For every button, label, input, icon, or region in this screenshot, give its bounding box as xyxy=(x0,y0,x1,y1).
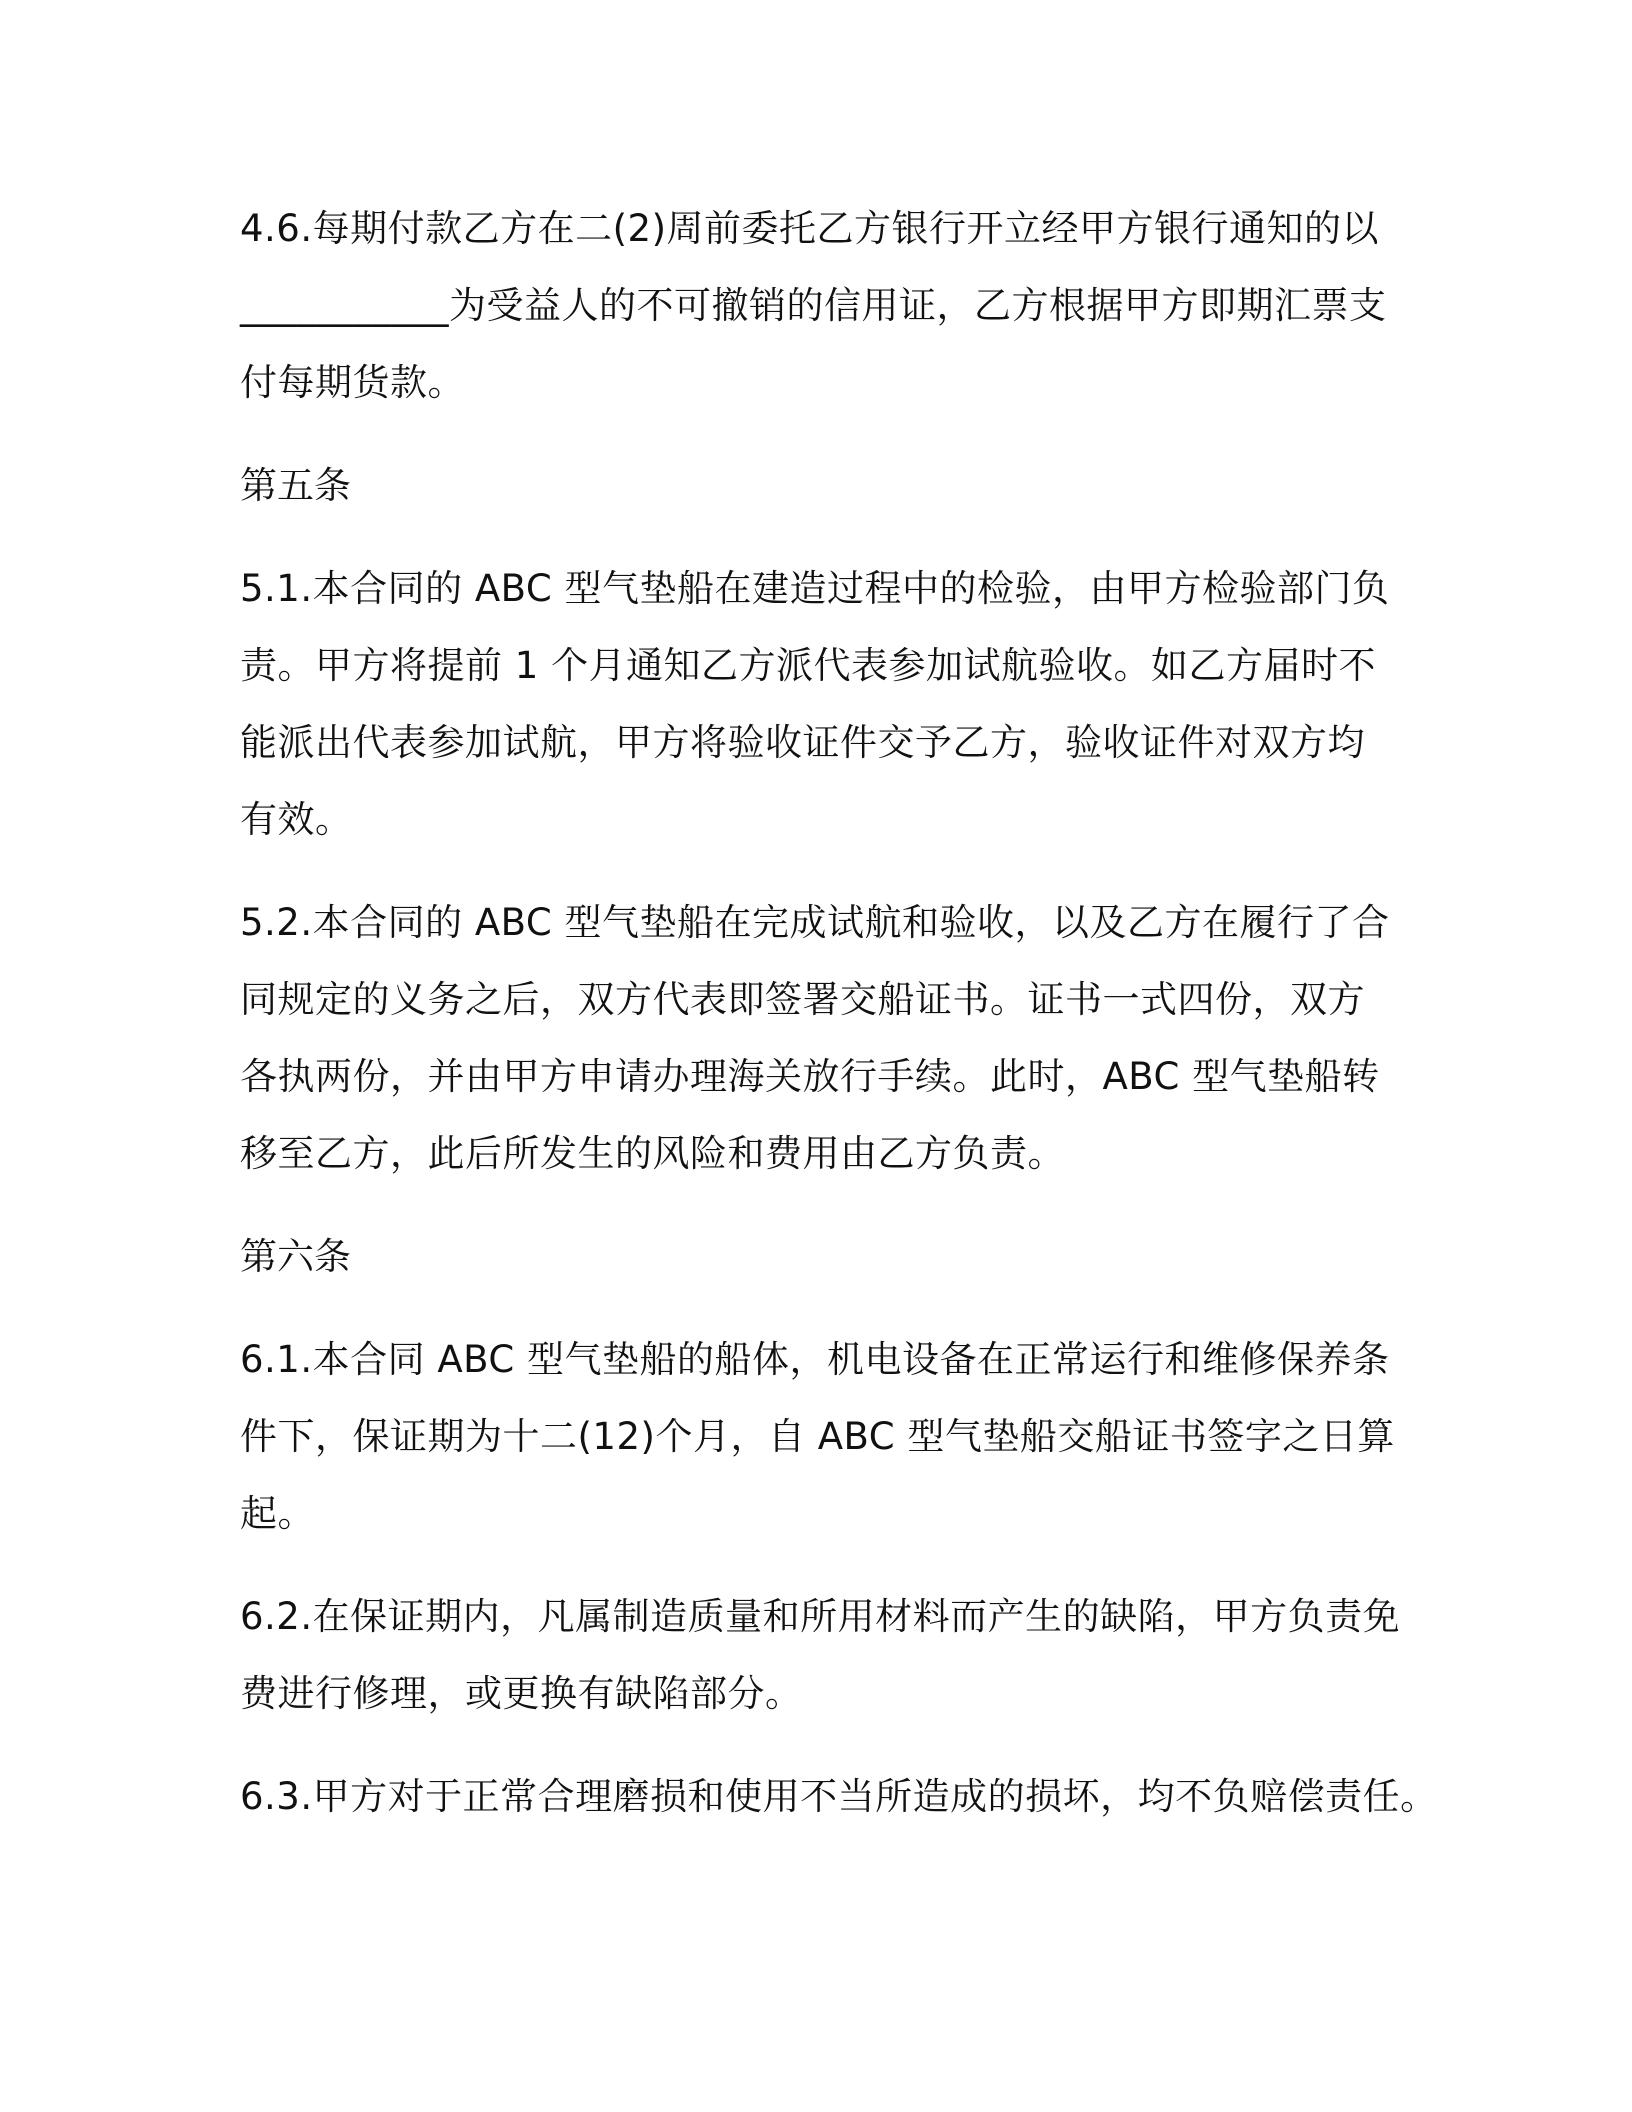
clause-5-1 xyxy=(240,550,1400,858)
clause-4-6 xyxy=(240,190,1400,421)
clause-5-2 xyxy=(240,884,1400,1192)
text-line: 件下，保证期为十二(12)个月，自 ABC 型气垫船交船证书签字之日算 xyxy=(240,1415,1395,1458)
article-heading-6: 第六条 xyxy=(240,1235,351,1278)
document-body xyxy=(240,190,1438,1861)
text-line: 6.2.在保证期内，凡属制造质量和所用材料而产生的缺陷，甲方负责免 xyxy=(240,1595,1401,1638)
text-line: 有效。 xyxy=(240,798,353,841)
text-line: 5.2.本合同的 ABC 型气垫船在完成试航和验收，以及乙方在履行了合 xyxy=(240,901,1390,944)
text-line: 4.6.每期付款乙方在二(2)周前委托乙方银行开立经甲方银行通知的以 xyxy=(240,207,1380,250)
text-line: 同规定的义务之后，双方代表即签署交船证书。证书一式四份，双方 xyxy=(240,978,1365,1021)
clause-6-2 xyxy=(240,1578,1400,1732)
article-heading-5: 第五条 xyxy=(240,464,351,507)
text-line: 能派出代表参加试航，甲方将验收证件交予乙方，验收证件对双方均 xyxy=(240,721,1365,764)
clause-6-1 xyxy=(240,1321,1400,1552)
text-line: 各执两份，并由甲方申请办理海关放行手续。此时，ABC 型气垫船转 xyxy=(240,1055,1380,1098)
text-line: 责。甲方将提前 1 个月通知乙方派代表参加试航验收。如乙方届时不 xyxy=(240,644,1377,687)
text-line: 起。 xyxy=(240,1492,315,1535)
text-line: 费进行修理，或更换有缺陷部分。 xyxy=(240,1672,803,1715)
text-line: 移至乙方，此后所发生的风险和费用由乙方负责。 xyxy=(240,1132,1065,1175)
text-line: 6.3.甲方对于正常合理磨损和使用不当所造成的损坏，均不负赔偿责任。 xyxy=(240,1775,1438,1818)
text-line: 6.1.本合同 ABC 型气垫船的船体，机电设备在正常运行和维修保养条 xyxy=(240,1338,1390,1381)
text-line: ___________为受益人的不可撤销的信用证，乙方根据甲方即期汇票支 xyxy=(240,284,1387,327)
clause-6-3 xyxy=(240,1758,1438,1835)
text-line: 5.1.本合同的 ABC 型气垫船在建造过程中的检验，由甲方检验部门负 xyxy=(240,567,1390,610)
text-line: 付每期货款。 xyxy=(240,361,465,404)
